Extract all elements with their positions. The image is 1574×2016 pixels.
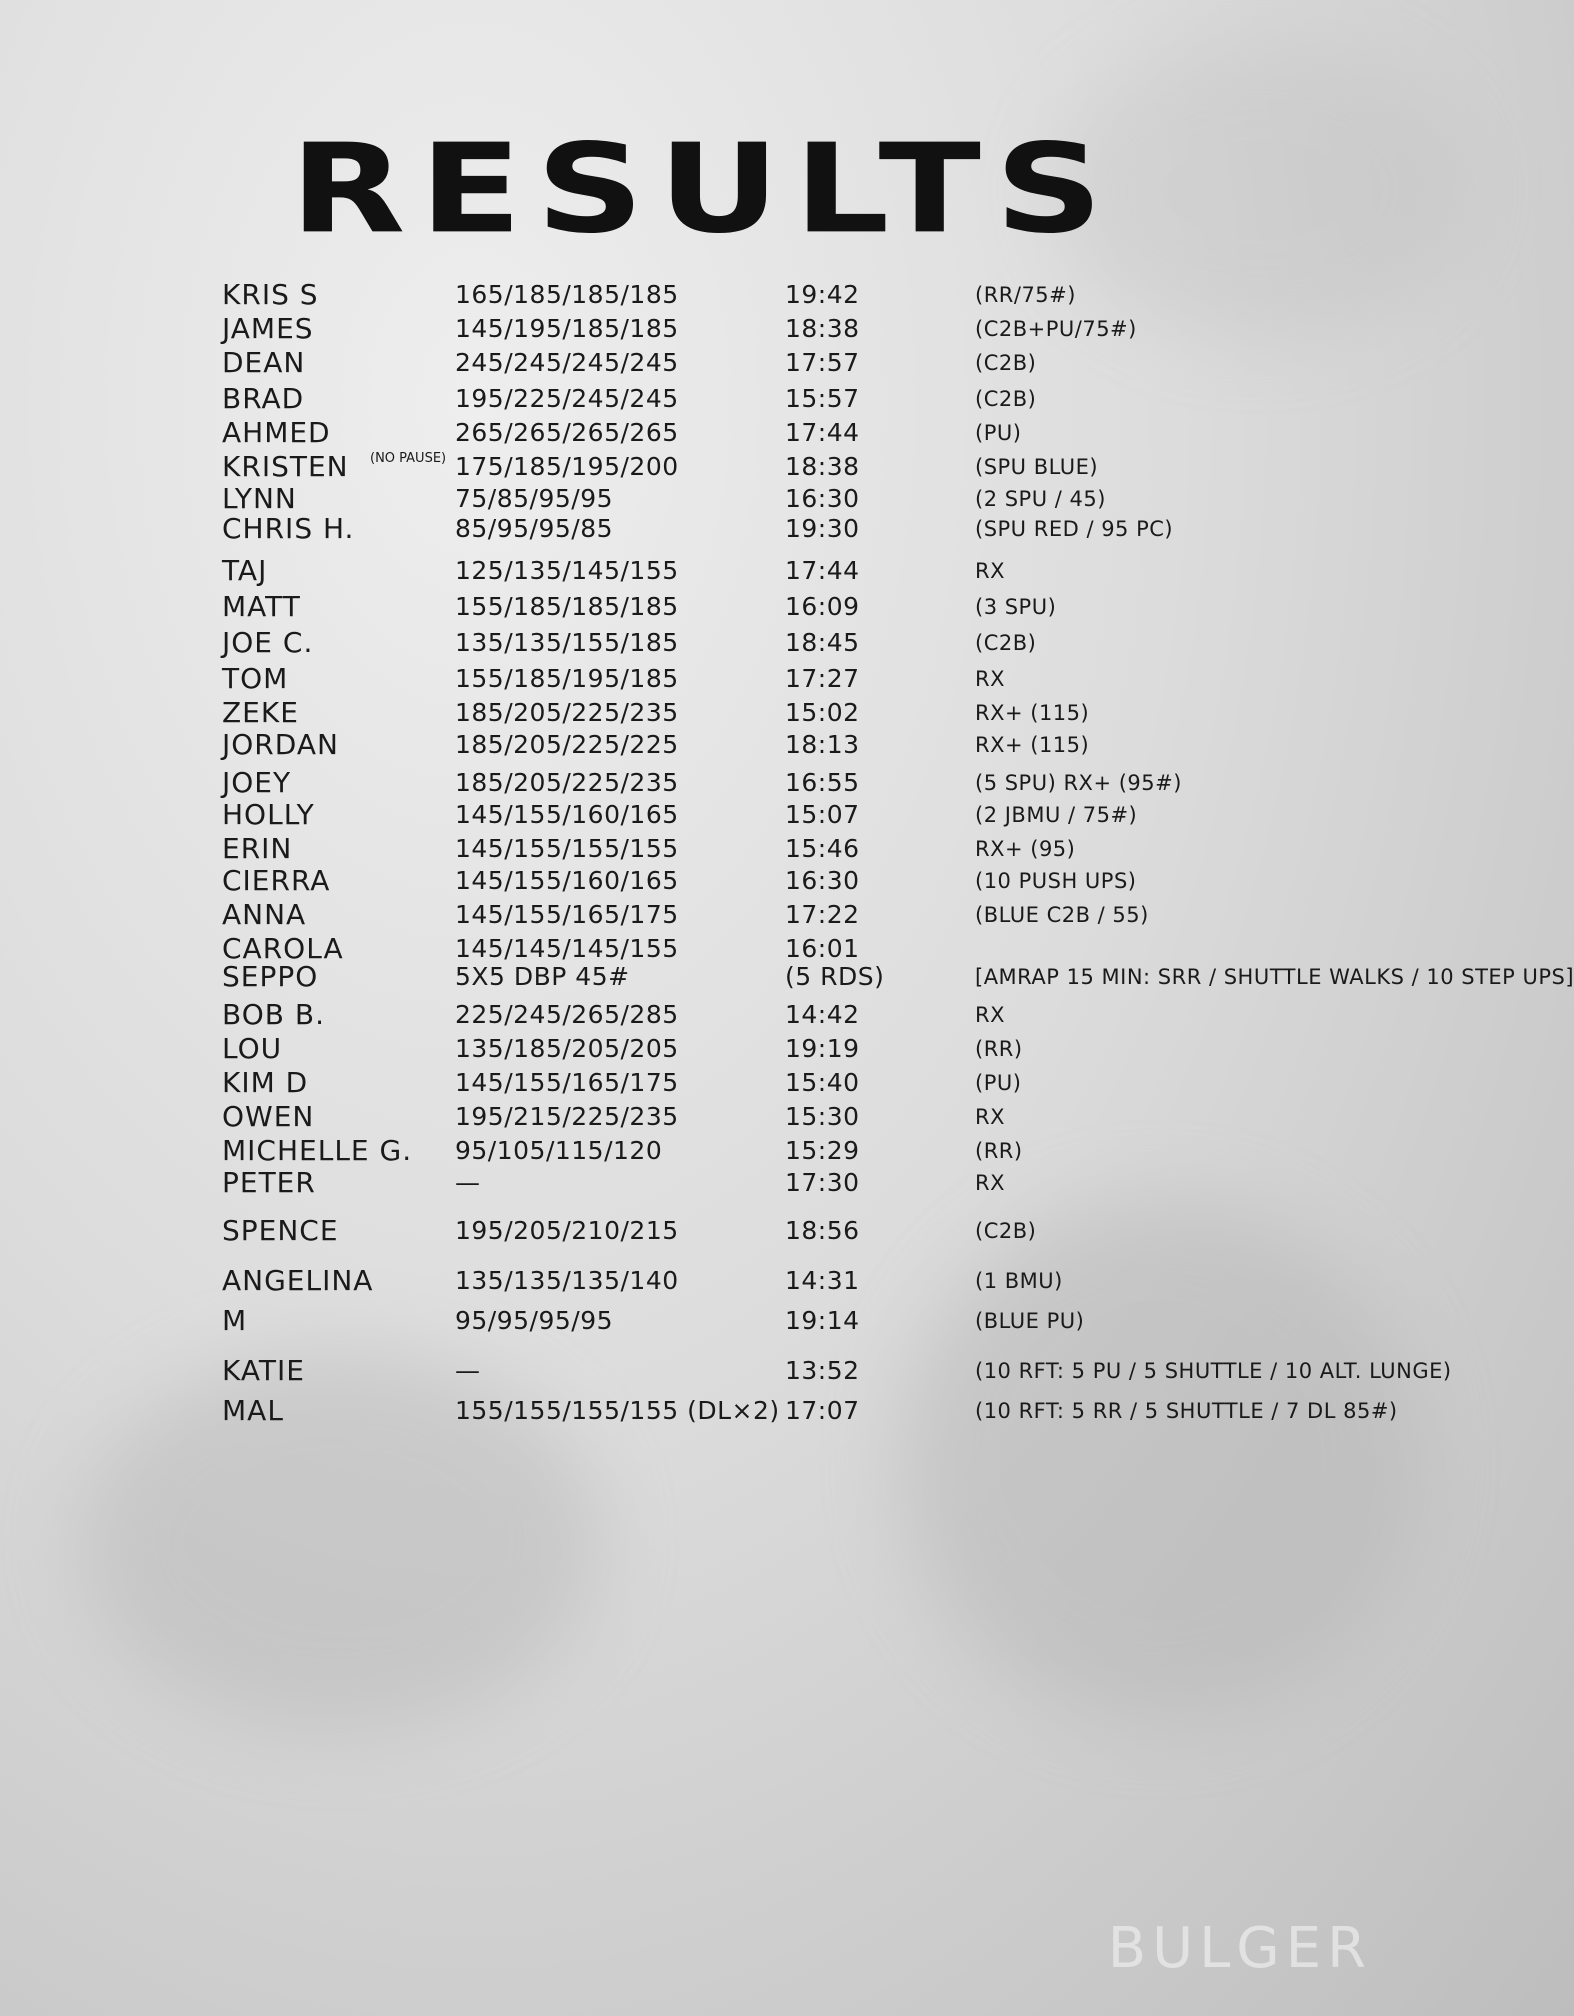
athlete-name: JOEY [222, 766, 292, 799]
ghost-text: BULGER [1107, 1916, 1372, 1981]
result-row [0, 900, 1512, 934]
weights-value: 145/155/160/165 [455, 866, 679, 895]
athlete-name: MICHELLE G. [222, 1134, 413, 1167]
athlete-name: TAJ [222, 554, 268, 587]
weights-value: 155/185/195/185 [455, 664, 679, 693]
time-value: 18:38 [785, 314, 860, 343]
athlete-name: ANNA [222, 898, 307, 931]
result-row [0, 280, 1512, 314]
scaling-note: [AMRAP 15 MIN: SRR / SHUTTLE WALKS / 10 STEP UPS] [975, 965, 1574, 989]
athlete-name: JOE C. [222, 626, 314, 659]
time-value: 18:38 [785, 452, 860, 481]
athlete-name: BRAD [222, 382, 305, 415]
scaling-note: RX [975, 559, 1005, 583]
athlete-name: KRISTEN [222, 450, 349, 483]
athlete-name: KATIE [222, 1354, 305, 1387]
scaling-note: (BLUE PU) [975, 1309, 1085, 1333]
athlete-name: MATT [222, 590, 301, 623]
time-value: 15:30 [785, 1102, 860, 1131]
weights-value: 185/205/225/225 [455, 730, 679, 759]
athlete-name: ERIN [222, 832, 293, 865]
athlete-name: OWEN [222, 1100, 315, 1133]
time-value: 17:30 [785, 1168, 860, 1197]
weights-value: — [455, 1356, 481, 1385]
athlete-name: JORDAN [222, 728, 339, 761]
weights-value: 135/135/155/185 [455, 628, 679, 657]
scaling-note: (10 RFT: 5 PU / 5 SHUTTLE / 10 ALT. LUNGE) [975, 1359, 1452, 1383]
scaling-note: (RR) [975, 1037, 1023, 1061]
weights-value: 145/155/160/165 [455, 800, 679, 829]
athlete-name: PETER [222, 1166, 316, 1199]
weights-value: 195/225/245/245 [455, 384, 679, 413]
scaling-note: RX+ (115) [975, 733, 1090, 757]
scaling-note: (5 SPU) RX+ (95#) [975, 771, 1182, 795]
result-row [0, 866, 1512, 900]
result-row [0, 1000, 1512, 1034]
weights-value: 5X5 DBP 45# [455, 962, 630, 991]
result-row [0, 1068, 1512, 1102]
athlete-name: ZEKE [222, 696, 299, 729]
scaling-note: RX [975, 667, 1005, 691]
scaling-note: RX [975, 1171, 1005, 1195]
scaling-note: (C2B) [975, 351, 1037, 375]
athlete-name: SPENCE [222, 1214, 339, 1247]
athlete-name: CHRIS H. [222, 512, 355, 545]
result-row [0, 1168, 1512, 1202]
scaling-note: (2 SPU / 45) [975, 487, 1106, 511]
time-value: (5 RDS) [785, 962, 885, 991]
weights-value: 155/185/185/185 [455, 592, 679, 621]
result-row [0, 314, 1512, 348]
weights-value: 95/105/115/120 [455, 1136, 663, 1165]
result-row [0, 960, 1574, 996]
time-value: 13:52 [785, 1356, 860, 1385]
result-row [0, 514, 1512, 548]
weights-value: 95/95/95/95 [455, 1306, 614, 1335]
result-row [0, 1034, 1512, 1068]
weights-value: 265/265/265/265 [455, 418, 679, 447]
time-value: 14:31 [785, 1266, 860, 1295]
athlete-name: TOM [222, 662, 289, 695]
result-row [0, 664, 1512, 698]
time-value: 18:13 [785, 730, 860, 759]
result-row [0, 556, 1512, 590]
scaling-note: (3 SPU) [975, 595, 1057, 619]
time-value: 14:42 [785, 1000, 860, 1029]
time-value: 15:46 [785, 834, 860, 863]
weights-value: 195/205/210/215 [455, 1216, 679, 1245]
result-row [0, 1266, 1512, 1300]
scaling-note: RX [975, 1003, 1005, 1027]
time-value: 19:14 [785, 1306, 860, 1335]
time-value: 15:40 [785, 1068, 860, 1097]
athlete-name: LOU [222, 1032, 283, 1065]
result-row [0, 628, 1512, 662]
weights-value: 175/185/195/200 [455, 452, 679, 481]
time-value: 16:30 [785, 866, 860, 895]
weights-value: 185/205/225/235 [455, 698, 679, 727]
scaling-note: (2 JBMU / 75#) [975, 803, 1138, 827]
scaling-note: (1 BMU) [975, 1269, 1063, 1293]
result-row [0, 834, 1512, 868]
weights-value: 75/85/95/95 [455, 484, 614, 513]
time-value: 17:44 [785, 556, 860, 585]
athlete-name: CAROLA [222, 932, 344, 965]
scaling-note: RX+ (115) [975, 701, 1090, 725]
result-row [0, 1102, 1512, 1136]
result-row [0, 452, 1512, 486]
athlete-name: M [222, 1304, 248, 1337]
time-value: 16:55 [785, 768, 860, 797]
weights-value: 145/195/185/185 [455, 314, 679, 343]
scaling-note: (SPU BLUE) [975, 455, 1099, 479]
weights-value: 125/135/145/155 [455, 556, 679, 585]
athlete-name: ANGELINA [222, 1264, 374, 1297]
scaling-note: (PU) [975, 421, 1022, 445]
athlete-name: CIERRA [222, 864, 331, 897]
scaling-note: (PU) [975, 1071, 1022, 1095]
time-value: 17:57 [785, 348, 860, 377]
result-row [0, 698, 1512, 732]
time-value: 16:09 [785, 592, 860, 621]
weights-value: 195/215/225/235 [455, 1102, 679, 1131]
result-row [0, 1356, 1512, 1390]
scaling-note: (C2B) [975, 631, 1037, 655]
time-value: 19:19 [785, 1034, 860, 1063]
time-value: 18:45 [785, 628, 860, 657]
time-value: 19:42 [785, 280, 860, 309]
time-value: 15:02 [785, 698, 860, 727]
result-row [0, 1306, 1512, 1340]
weights-value: 145/155/165/175 [455, 1068, 679, 1097]
no-pause-note: (NO PAUSE) [370, 451, 447, 466]
scaling-note: (C2B) [975, 1219, 1037, 1243]
scaling-note: (BLUE C2B / 55) [975, 903, 1149, 927]
time-value: 16:01 [785, 934, 860, 963]
weights-value: 185/205/225/235 [455, 768, 679, 797]
time-value: 15:29 [785, 1136, 860, 1165]
time-value: 17:44 [785, 418, 860, 447]
time-value: 17:07 [785, 1396, 860, 1425]
weights-value: 155/155/155/155 (DL×2) [455, 1396, 780, 1425]
time-value: 15:57 [785, 384, 860, 413]
athlete-name: SEPPO [222, 960, 319, 993]
time-value: 15:07 [785, 800, 860, 829]
athlete-name: LYNN [222, 482, 297, 515]
athlete-name: DEAN [222, 346, 306, 379]
scaling-note: (C2B) [975, 387, 1037, 411]
result-row [0, 1396, 1512, 1430]
athlete-name: HOLLY [222, 798, 315, 831]
weights-value: 135/135/135/140 [455, 1266, 679, 1295]
weights-value: — [455, 1168, 481, 1197]
result-row [0, 800, 1512, 834]
results-title: RESULTS [290, 118, 1117, 261]
time-value: 17:27 [785, 664, 860, 693]
time-value: 16:30 [785, 484, 860, 513]
scaling-note: (C2B+PU/75#) [975, 317, 1137, 341]
scaling-note: (RR/75#) [975, 283, 1076, 307]
result-row [0, 348, 1512, 382]
weights-value: 145/145/145/155 [455, 934, 679, 963]
result-row [0, 418, 1512, 452]
scaling-note: (10 RFT: 5 RR / 5 SHUTTLE / 7 DL 85#) [975, 1399, 1398, 1423]
result-row [0, 730, 1512, 764]
result-row [0, 1216, 1512, 1250]
result-row [0, 384, 1512, 418]
result-row [0, 1136, 1512, 1170]
scaling-note: (RR) [975, 1139, 1023, 1163]
scaling-note: (10 PUSH UPS) [975, 869, 1137, 893]
weights-value: 85/95/95/85 [455, 514, 614, 543]
athlete-name: BOB B. [222, 998, 325, 1031]
scaling-note: RX [975, 1105, 1005, 1129]
weights-value: 245/245/245/245 [455, 348, 679, 377]
result-row [0, 592, 1512, 626]
time-value: 17:22 [785, 900, 860, 929]
athlete-name: KIM D [222, 1066, 309, 1099]
weights-value: 145/155/155/155 [455, 834, 679, 863]
time-value: 18:56 [785, 1216, 860, 1245]
scaling-note: (SPU RED / 95 PC) [975, 517, 1174, 541]
weights-value: 135/185/205/205 [455, 1034, 679, 1063]
athlete-name: AHMED [222, 416, 331, 449]
time-value: 19:30 [785, 514, 860, 543]
athlete-name: KRIS S [222, 278, 319, 311]
weights-value: 145/155/165/175 [455, 900, 679, 929]
weights-value: 165/185/185/185 [455, 280, 679, 309]
weights-value: 225/245/265/285 [455, 1000, 679, 1029]
scaling-note: RX+ (95) [975, 837, 1076, 861]
athlete-name: MAL [222, 1394, 284, 1427]
athlete-name: JAMES [222, 312, 314, 345]
result-row [0, 768, 1512, 802]
